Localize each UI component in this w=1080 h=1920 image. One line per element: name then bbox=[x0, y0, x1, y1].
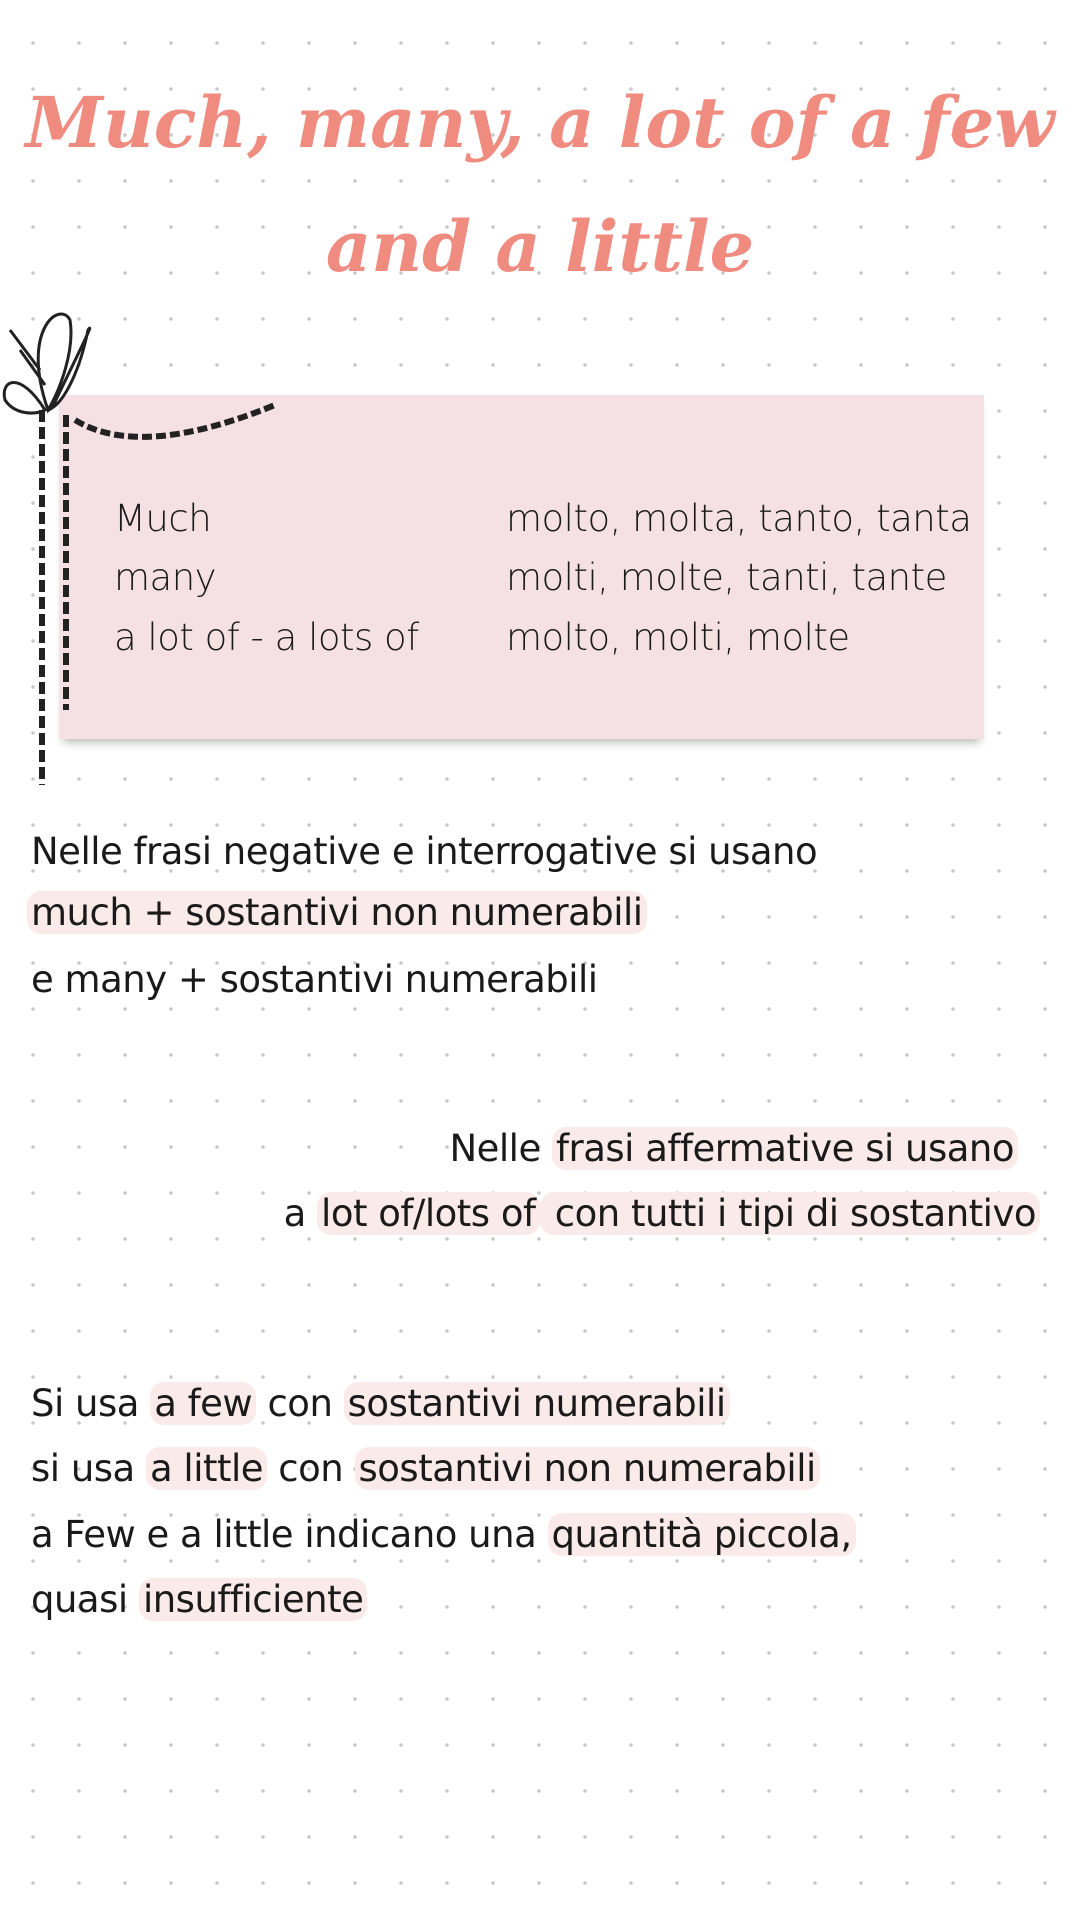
text: quasi bbox=[31, 1578, 139, 1621]
negative-rule-line3 bbox=[31, 958, 598, 1001]
few-little-line3 bbox=[31, 1513, 856, 1556]
highlight: much + sostantivi non numerabili bbox=[27, 891, 647, 934]
few-little-line2 bbox=[31, 1447, 820, 1490]
highlight: insufficiente bbox=[139, 1578, 367, 1621]
table-row-en: Much bbox=[114, 497, 212, 540]
text: Nelle bbox=[449, 1127, 552, 1170]
negative-rule-line1: Nelle frasi negative e interrogative si usano bbox=[31, 830, 818, 873]
table-row-en: a lot of - a lots of bbox=[114, 616, 419, 659]
text: a Few e a little indicano una bbox=[31, 1513, 548, 1556]
highlight: con tutti i tipi di sostantivo bbox=[540, 1192, 1041, 1235]
text: a bbox=[283, 1192, 318, 1235]
highlight: sostantivi numerabili bbox=[344, 1382, 730, 1425]
text: si usa bbox=[31, 1447, 146, 1490]
highlight: sostantivi non numerabili bbox=[355, 1447, 820, 1490]
few-little-line1 bbox=[31, 1382, 730, 1425]
highlight: a few bbox=[150, 1382, 256, 1425]
table-row-it: molto, molta, tanto, tanta bbox=[506, 497, 972, 540]
table-row-en: many bbox=[114, 556, 217, 599]
few-little-line4 bbox=[31, 1578, 367, 1621]
affirmative-rule-line1 bbox=[449, 1127, 1018, 1170]
page-title-line2: and a little bbox=[325, 205, 755, 288]
highlight: quantità piccola, bbox=[548, 1513, 856, 1556]
highlight: lot of/lots of bbox=[317, 1192, 539, 1235]
table-row-it: molto, molti, molte bbox=[506, 616, 850, 659]
negative-rule-line2 bbox=[27, 891, 647, 934]
text: con bbox=[256, 1382, 344, 1425]
highlight: frasi affermative si usano bbox=[552, 1127, 1018, 1170]
table-row-it: molti, molte, tanti, tante bbox=[506, 556, 947, 599]
page-title-line1: Much, many, a lot of a few bbox=[25, 81, 1055, 164]
text: many + sostantivi numerabili bbox=[64, 958, 598, 1001]
affirmative-rule-line2 bbox=[284, 1192, 1040, 1235]
highlight: a little bbox=[146, 1447, 267, 1490]
text: Si usa bbox=[31, 1382, 151, 1425]
butterfly-chain-icon bbox=[0, 290, 300, 790]
text: con bbox=[267, 1447, 355, 1490]
text: e bbox=[31, 958, 65, 1001]
